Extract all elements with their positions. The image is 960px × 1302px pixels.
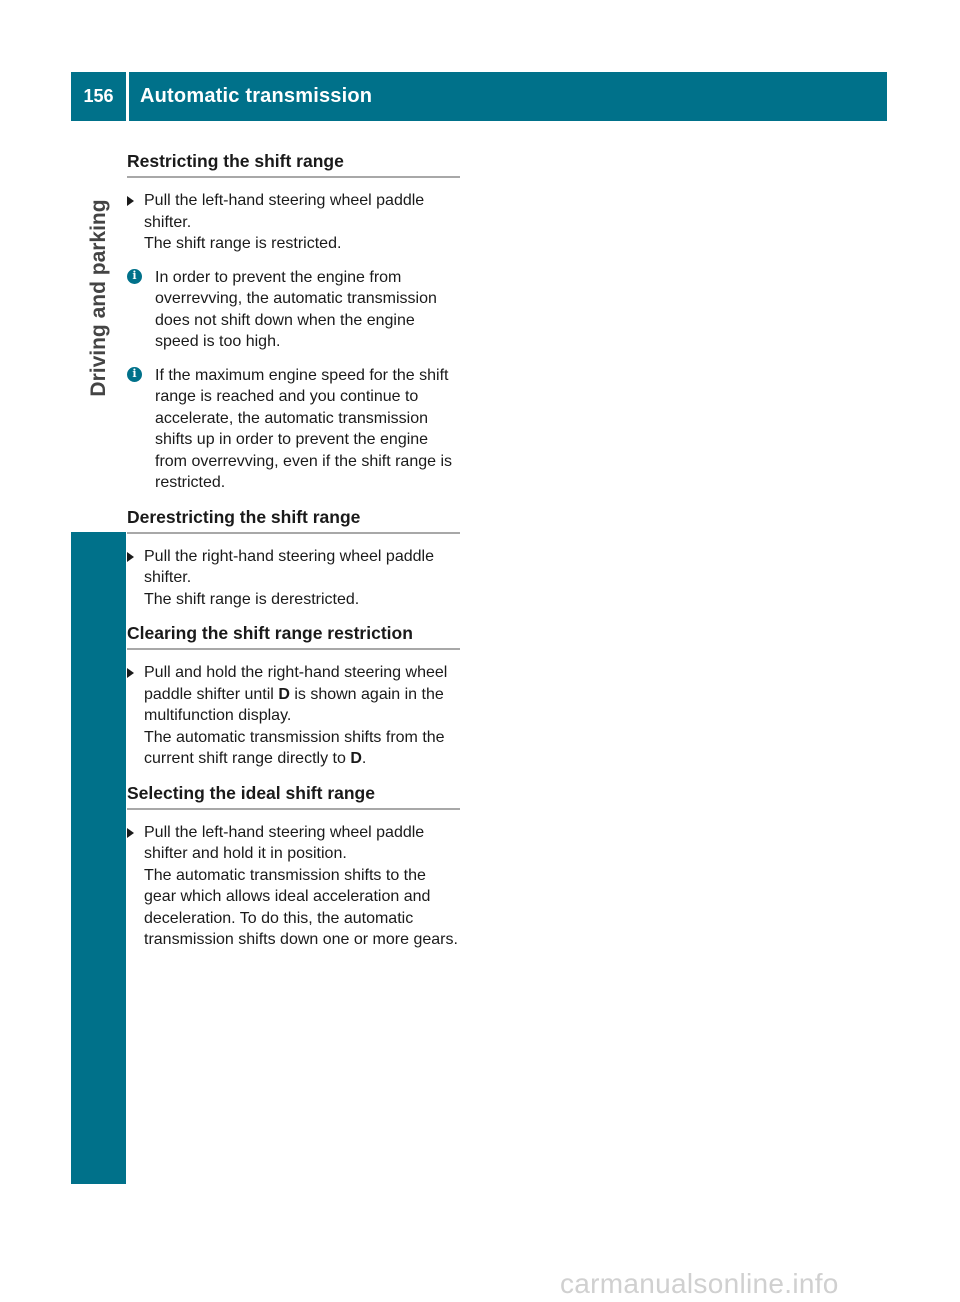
arrow-right-icon	[127, 196, 134, 206]
step-text: Pull the left-hand steering wheel paddle shifter and hold it in position.	[144, 823, 425, 862]
step-result-end: .	[361, 750, 367, 767]
info-note	[127, 365, 460, 494]
gear-d-label: D	[350, 750, 362, 767]
watermark: carmanualsonline.info	[560, 1268, 839, 1299]
arrow-right-icon	[127, 828, 134, 838]
side-tab-label: Driving and parking	[86, 199, 110, 397]
side-tab-label-area	[71, 124, 126, 472]
info-icon: i	[127, 367, 142, 382]
step-text: Pull the left-hand steering wheel paddle shifter.	[144, 192, 425, 231]
page-number: 156	[71, 72, 126, 121]
section-heading: Restricting the shift range	[127, 150, 460, 178]
instruction-step	[127, 546, 460, 611]
section-clearing	[127, 622, 460, 770]
info-note	[127, 267, 460, 353]
section-heading: Derestricting the shift range	[127, 506, 460, 534]
section-heading: Selecting the ideal shift range	[127, 782, 460, 810]
step-text: Pull the right-hand steering wheel paddle shifter.	[144, 547, 434, 586]
info-icon: i	[127, 269, 142, 284]
arrow-right-icon	[127, 552, 134, 562]
instruction-step	[127, 190, 460, 255]
section-restricting	[127, 150, 460, 494]
note-text: If the maximum engine speed for the shift range is reached and you continue to accelerate, the automatic transmission shifts up in order to prevent the engine from overrevving, even if the shift range is restricted.	[155, 366, 453, 491]
step-text: Pull and hold the right-hand steering wheel paddle shifter until	[144, 664, 448, 703]
page-title: Automatic transmission	[129, 72, 887, 121]
step-result: The automatic transmission shifts from the current shift range directly to	[144, 728, 445, 767]
arrow-right-icon	[127, 668, 134, 678]
step-result: The shift range is derestricted.	[144, 590, 360, 608]
section-derestricting	[127, 506, 460, 611]
step-text-cont: is shown again in the multifunction display.	[144, 685, 444, 724]
step-result: The shift range is restricted.	[144, 235, 342, 252]
main-content	[127, 150, 460, 963]
step-result: The automatic transmission shifts to the gear which allows ideal acceleration and deceleration. To do this, the automatic transmission shifts down one or more gears.	[144, 866, 458, 948]
section-heading: Clearing the shift range restriction	[127, 622, 460, 650]
note-text: In order to prevent the engine from overrevving, the automatic transmission does not shift down when the engine speed is too high.	[155, 268, 437, 350]
gear-d-label: D	[278, 685, 290, 703]
instruction-step	[127, 822, 460, 951]
instruction-step	[127, 662, 460, 770]
side-tab-gap	[71, 472, 126, 532]
section-ideal	[127, 782, 460, 951]
